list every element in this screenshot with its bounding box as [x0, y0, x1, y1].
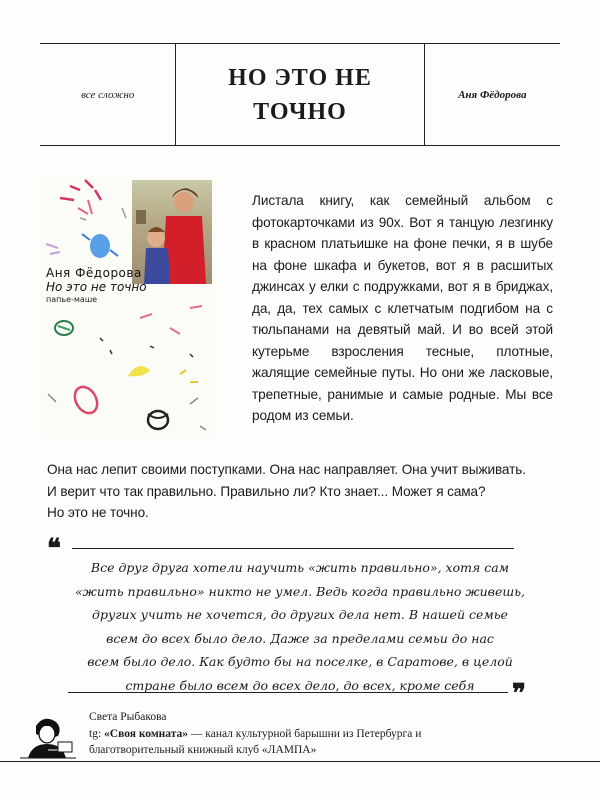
reviewer-bio-part1: — канал культурной барышни из Петербурга и [188, 728, 422, 740]
page-title-line1: НО ЭТО НЕ [228, 64, 372, 91]
page-title-line2: ТОЧНО [253, 98, 347, 125]
reviewer-avatar [18, 712, 78, 765]
close-quote-icon: ❞ [512, 679, 526, 708]
channel-link[interactable]: «Своя комната» [104, 728, 189, 740]
reviewer-illustration [18, 712, 78, 760]
header-author: Аня Фёдорова [458, 88, 527, 101]
page-title [176, 44, 424, 145]
cover-author: Аня Фёдорова [46, 266, 142, 280]
book-cover [40, 178, 216, 436]
body-line-3: Но это не точно. [47, 505, 149, 520]
quote-divider-top [72, 548, 514, 549]
reviewer-bio-part2: благотворительный книжный клуб «ЛАМПА» [89, 744, 317, 756]
header-category: все сложно [40, 44, 176, 145]
photo-figures [132, 180, 212, 284]
quote-line: стране было всем до всех дело, до всех, кроме себя [125, 677, 475, 693]
quote-line: «жить правильно» никто не умел. Ведь когда правильно живешь, [75, 583, 525, 599]
pull-quote [60, 556, 540, 697]
quote-line: Все друг друга хотели научить «жить правильно», хотя сам [90, 560, 510, 575]
body-line-2: И верит что так правильно. Правильно ли? Кто знает... Может я сама? [47, 483, 486, 499]
body-paragraph [47, 459, 562, 524]
quote-divider-bottom [68, 692, 508, 693]
header [40, 43, 560, 146]
quote-line: всем было дело. Как будто бы на поселке, в Саратове, в целой [87, 654, 513, 669]
cover-title: Но это не точно [46, 280, 147, 294]
footer-divider [0, 761, 600, 762]
open-quote-icon: ❝ [47, 534, 61, 563]
cover-publisher: папье-маше [46, 295, 98, 304]
family-photo [132, 180, 212, 284]
reviewer-name: Света Рыбакова [89, 711, 167, 723]
reviewer-bio [89, 726, 509, 758]
body-line-1: Она нас лепит своими поступками. Она нас направляет. Она учит выживать. [47, 462, 526, 477]
telegram-label: tg: [89, 728, 105, 740]
quote-line: всем до всех было дело. Даже за пределами семьи до нас [106, 630, 494, 646]
intro-paragraph: Листала книгу, как семейный альбом с фотокарточками из 90х. Вот я танцую лезгинку в красном платьишке на фоне печки, я в шубе на фоне шкафа и букетов, вот я в расшитых джинсах у елки с подружками, вот я в бриджах, да, да, тех самых с клетчатым подгибом на с тюльпанами на девятый май. И во всей этой кутерьме взросления тесные, плотные, жалящие семейные путы. Но они же ласковые, трепетные, ранимые и самые родные. Мы все родом из семьи. [252, 193, 553, 423]
quote-line: других учить не хочется, до других дела нет. В нашей семье [92, 607, 508, 622]
